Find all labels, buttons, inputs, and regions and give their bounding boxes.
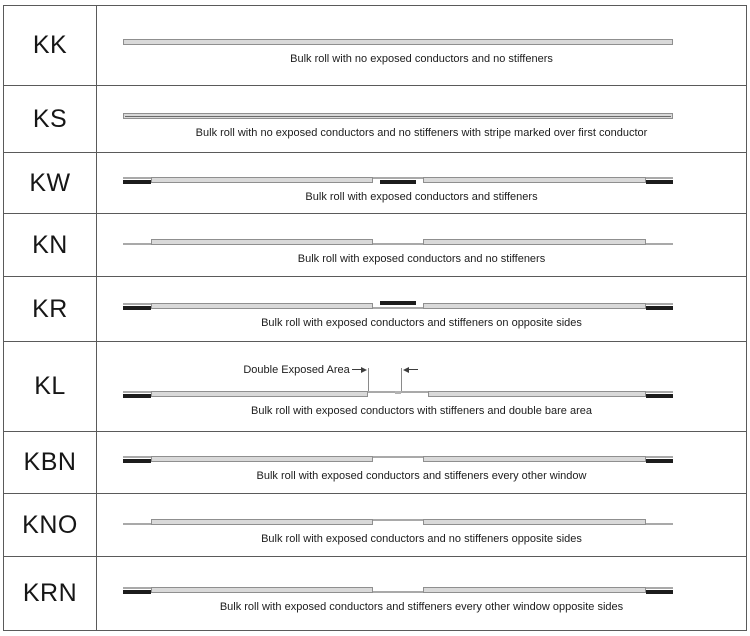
exposed-conductor-line [123, 391, 151, 393]
tape-segment [151, 299, 374, 313]
roll-description: Bulk roll with no exposed conductors and no stiffeners [290, 53, 553, 65]
exposed-conductor-line [123, 177, 151, 179]
exposed-conductor-line [646, 456, 674, 458]
roll-description: Bulk roll with exposed conductors and no stiffeners opposite sides [261, 532, 582, 545]
code-cell [4, 214, 97, 276]
stiffener-bar [123, 394, 151, 398]
roll-diagram [123, 299, 673, 313]
exposed-conductor-line [373, 519, 423, 521]
table-row [4, 277, 746, 342]
diagram-cell [97, 6, 746, 85]
roll-diagram [123, 235, 673, 249]
exposed-conductor-segment [401, 387, 429, 401]
roll-description: Bulk roll with no exposed conductors and no stiffeners with stripe marked over first conductor [195, 126, 648, 139]
code-cell [4, 342, 97, 431]
exposed-conductor-line [123, 243, 151, 245]
roll-description: Bulk roll with exposed conductors and stiffeners on opposite sides [261, 316, 582, 329]
roll-diagram [123, 109, 673, 123]
exposed-conductor-line [646, 391, 674, 393]
stiffener-bar [123, 459, 151, 463]
exposed-conductor-line [373, 456, 423, 458]
tape-body [123, 39, 673, 45]
exposed-conductor-segment [368, 387, 396, 401]
stiffener-bar [123, 590, 151, 594]
double-exposed-area-annotation [123, 365, 673, 387]
tape-body [423, 456, 646, 462]
diagram-cell [97, 86, 746, 152]
exposed-conductor-line [123, 523, 151, 525]
exposed-conductor-line [373, 591, 423, 593]
exposed-conductor-line [373, 177, 423, 179]
stiffener-bar [380, 180, 416, 184]
roll-code-label: KS [32, 104, 68, 133]
tape-segment [151, 235, 374, 249]
tape-segment [123, 109, 673, 123]
code-cell [4, 153, 97, 213]
exposed-conductor-segment [646, 299, 674, 313]
stiffener-bar [646, 394, 674, 398]
roll-diagram [123, 452, 673, 466]
exposed-conductor-line [373, 243, 423, 245]
tape-segment [428, 387, 645, 401]
roll-code-label: KRN [22, 579, 78, 607]
roll-code-label: KN [32, 230, 68, 259]
roll-code-label: KW [29, 168, 71, 197]
diagram-cell [97, 494, 746, 556]
diagram-cell [97, 277, 746, 341]
exposed-conductor-line [646, 523, 674, 525]
tape-segment [151, 452, 374, 466]
tape-segment [151, 515, 374, 529]
tape-body [151, 519, 374, 525]
stiffener-bar [123, 180, 151, 184]
exposed-conductor-line [646, 587, 674, 589]
exposed-conductor-segment [123, 173, 151, 187]
tape-segment [123, 35, 673, 49]
tape-body [423, 587, 646, 593]
dimension-arrow-icon [352, 367, 367, 373]
stripe-mark [125, 116, 671, 117]
stiffener-bar [646, 459, 674, 463]
tape-body [151, 239, 374, 245]
exposed-conductor-segment [646, 583, 674, 597]
exposed-conductor-line [401, 391, 429, 393]
code-cell [4, 557, 97, 630]
exposed-conductor-segment [646, 387, 674, 401]
roll-description: Bulk roll with exposed conductors and stiffeners [305, 190, 538, 203]
exposed-conductor-line [123, 587, 151, 589]
exposed-conductor-segment [373, 173, 423, 187]
code-cell [4, 494, 97, 556]
stiffener-bar [123, 306, 151, 310]
exposed-conductor-segment [123, 452, 151, 466]
roll-code-label: KNO [22, 510, 78, 539]
exposed-conductor-segment [646, 515, 674, 529]
table-row [4, 432, 746, 494]
exposed-conductor-line [123, 456, 151, 458]
table-row [4, 153, 746, 214]
table-row [4, 214, 746, 277]
roll-diagram [123, 515, 673, 529]
code-cell [4, 86, 97, 152]
exposed-conductor-line [123, 303, 151, 305]
roll-code-label: KBN [23, 448, 77, 476]
diagram-cell [97, 153, 746, 213]
exposed-conductor-segment [373, 299, 423, 313]
tape-body [151, 587, 374, 593]
exposed-conductor-segment [123, 387, 151, 401]
exposed-conductor-segment [373, 515, 423, 529]
code-cell [4, 432, 97, 493]
tape-body [151, 177, 374, 183]
stiffener-bar [646, 590, 674, 594]
roll-description: Bulk roll with exposed conductors with stiffeners and double bare area [251, 405, 592, 417]
tape-segment [423, 299, 646, 313]
tape-body [423, 239, 646, 245]
roll-diagram [123, 583, 673, 597]
exposed-conductor-segment [373, 452, 423, 466]
tape-body [151, 303, 374, 309]
diagram-cell [97, 214, 746, 276]
exposed-conductor-segment [123, 515, 151, 529]
exposed-conductor-segment [646, 235, 674, 249]
tape-body [423, 519, 646, 525]
tape-segment [423, 583, 646, 597]
dimension-arrow-icon [403, 367, 418, 373]
tape-segment [423, 235, 646, 249]
exposed-conductor-line [646, 243, 674, 245]
roll-description: Bulk roll with exposed conductors and stiffeners every other window opposite sides [219, 601, 624, 613]
tape-body [423, 177, 646, 183]
table-row [4, 494, 746, 557]
roll-code-label: KR [32, 294, 68, 323]
code-cell [4, 6, 97, 85]
tape-body [428, 391, 645, 397]
diagram-cell [97, 432, 746, 493]
tape-segment [151, 173, 374, 187]
roll-code-label: KK [32, 31, 68, 59]
stiffener-bar [646, 180, 674, 184]
table-row [4, 342, 746, 432]
exposed-conductor-segment [123, 235, 151, 249]
double-exposed-area-label: Double Exposed Area [243, 364, 350, 376]
exposed-conductor-segment [646, 452, 674, 466]
spec-table [3, 5, 747, 631]
roll-diagram [123, 35, 673, 49]
tape-segment [423, 173, 646, 187]
table-row [4, 6, 746, 86]
roll-description: Bulk roll with exposed conductors and no stiffeners [297, 252, 546, 265]
table-row [4, 557, 746, 630]
exposed-conductor-segment [123, 583, 151, 597]
tape-segment [423, 452, 646, 466]
diagram-cell [97, 342, 746, 431]
roll-diagram [123, 387, 673, 401]
tape-segment [151, 387, 368, 401]
exposed-conductor-segment [373, 235, 423, 249]
exposed-conductor-line [646, 303, 674, 305]
exposed-conductor-line [368, 391, 396, 393]
tape-segment [423, 515, 646, 529]
exposed-conductor-segment [646, 173, 674, 187]
code-cell [4, 277, 97, 341]
exposed-conductor-line [373, 307, 423, 309]
exposed-conductor-segment [123, 299, 151, 313]
exposed-conductor-segment [373, 583, 423, 597]
exposed-conductor-line [646, 177, 674, 179]
tape-segment [151, 583, 374, 597]
roll-description: Bulk roll with exposed conductors and stiffeners every other window [256, 470, 587, 482]
tape-body [151, 391, 368, 397]
roll-code-label: KL [34, 372, 66, 400]
stiffener-bar [646, 306, 674, 310]
stiffener-bar [380, 301, 416, 305]
tape-body [151, 456, 374, 462]
tape-body [423, 303, 646, 309]
tape-body [123, 113, 673, 119]
roll-diagram [123, 173, 673, 187]
diagram-cell [97, 557, 746, 630]
table-row [4, 86, 746, 153]
